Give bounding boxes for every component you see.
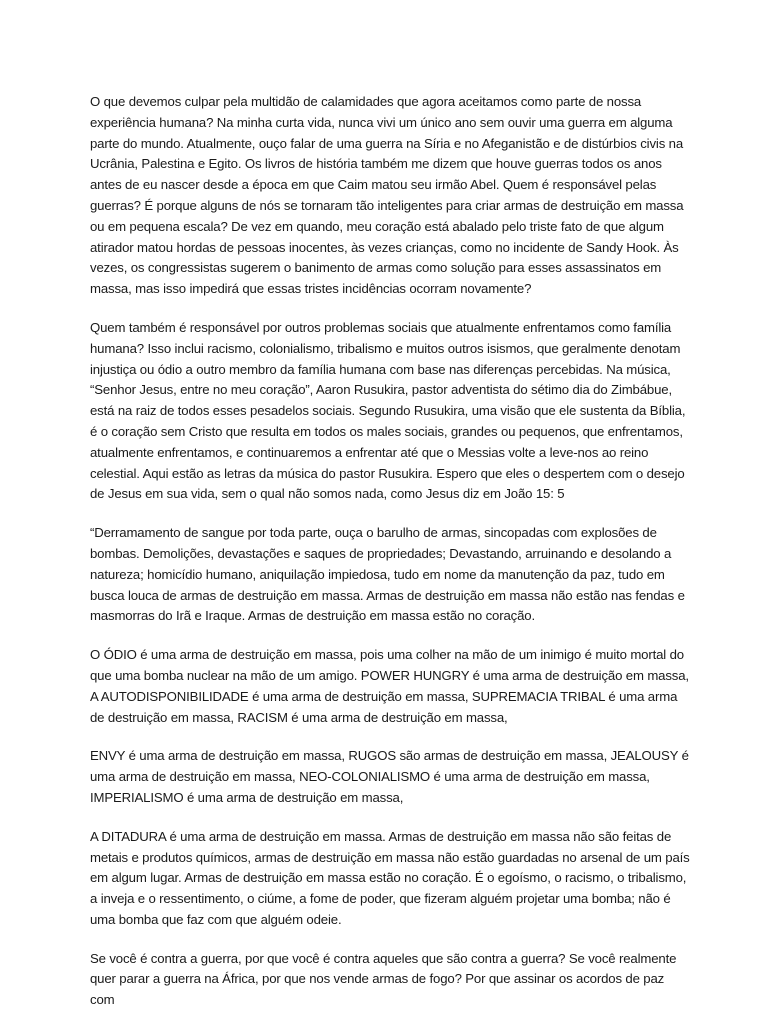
paragraph-1: O que devemos culpar pela multidão de calamidades que agora aceitamos como parte de nossa experiência humana? Na minha curta vida, nunca vivi um único ano sem ouvir uma guerra em alguma parte do mundo. Atualmente, ouço falar de uma guerra na Síria e no Afeganistão e de distúrbios civis na Ucrânia, Palestina e Egito. Os livros de história também me dizem que houve guerras todos os anos antes de eu nascer desde a época em que Caim matou seu irmão Abel. Quem é responsável pelas guerras? É porque alguns de nós se tornaram tão inteligentes para criar armas de destruição em massa ou em pequena escala? De vez em quando, meu coração está abalado pelo triste fato de que algum atirador matou hordas de pessoas inocentes, às vezes crianças, como no incidente de Sandy Hook. Às vezes, os congressistas sugerem o banimento de armas como solução para esses assassinatos em massa, mas isso impedirá que essas tristes incidências ocorram novamente? (90, 94, 684, 297)
paragraph-6: A DITADURA é uma arma de destruição em massa. Armas de destruição em massa não são feitas de metais e produtos químicos, armas de destruição em massa não estão guardadas no arsenal de um país em algum lugar. Armas de destruição em massa estão no coração. É o egoísmo, o racismo, o tribalismo, a inveja e o ressentimento, o ciúme, a fome de poder, que fizeram alguém projetar uma bomba; não é uma bomba que faz com que alguém odeie. (90, 828, 690, 927)
paragraph-3: “Derramamento de sangue por toda parte, ouça o barulho de armas, sincopadas com explosões de bombas. Demolições, devastações e saques de propriedades; Devastando, arruinando e desolando a natureza; homicídio humano, aniquilação impiedosa, tudo em nome da manutenção da paz, tudo em busca louca de armas de destruição em massa. Armas de destruição em massa não estão nas fendas e masmorras do Irã e Iraque. Armas de destruição em massa estão no coração. (90, 525, 685, 624)
paragraph-5: ENVY é uma arma de destruição em massa, RUGOS são armas de destruição em massa, JEALOUSY é uma arma de destruição em massa, NEO-COLONIALISMO é uma arma de destruição em massa, IMPERIALISMO é uma arma de destruição em massa, (90, 748, 689, 805)
paragraph-2: Quem também é responsável por outros problemas sociais que atualmente enfrentamos como família humana? Isso inclui racismo, colonialismo, tribalismo e muitos outros isismos, que geralmente denotam injustiça ou ódio a outro membro da família humana com base nas diferenças percebidas. Na música, “Senhor Jesus, entre no meu coração”, Aaron Rusukira, pastor adventista do sétimo dia do Zimbábue, está na raiz de todos esses pesadelos sociais. Segundo Rusukira, uma visão que ele sustenta da Bíblia, é o coração sem Cristo que resulta em todos os males sociais, grandes ou pequenos, que enfrentamos, atualmente enfrentamos, e continuaremos a enfrentar até que o Messias volte a leve-nos ao reino celestial. Aqui estão as letras da música do pastor Rusukira. Espero que eles o despertem com o desejo de Jesus em sua vida, sem o qual não somos nada, como Jesus diz em João 15: 5 (90, 319, 686, 502)
document-body (90, 92, 690, 1029)
paragraph-4: O ÓDIO é uma arma de destruição em massa, pois uma colher na mão de um inimigo é muito mortal do que uma bomba nuclear na mão de um amigo. POWER HUNGRY é uma arma de destruição em massa, A AUTODISPONIBILIDADE é uma arma de destruição em massa, SUPREMACIA TRIBAL é uma arma de destruição em massa, RACISM é uma arma de destruição em massa, (90, 647, 689, 725)
paragraph-7: Se você é contra a guerra, por que você é contra aqueles que são contra a guerra? Se você realmente quer parar a guerra na África, por que nos vende armas de fogo? Por que assinar os acordos de paz com (90, 950, 677, 1008)
